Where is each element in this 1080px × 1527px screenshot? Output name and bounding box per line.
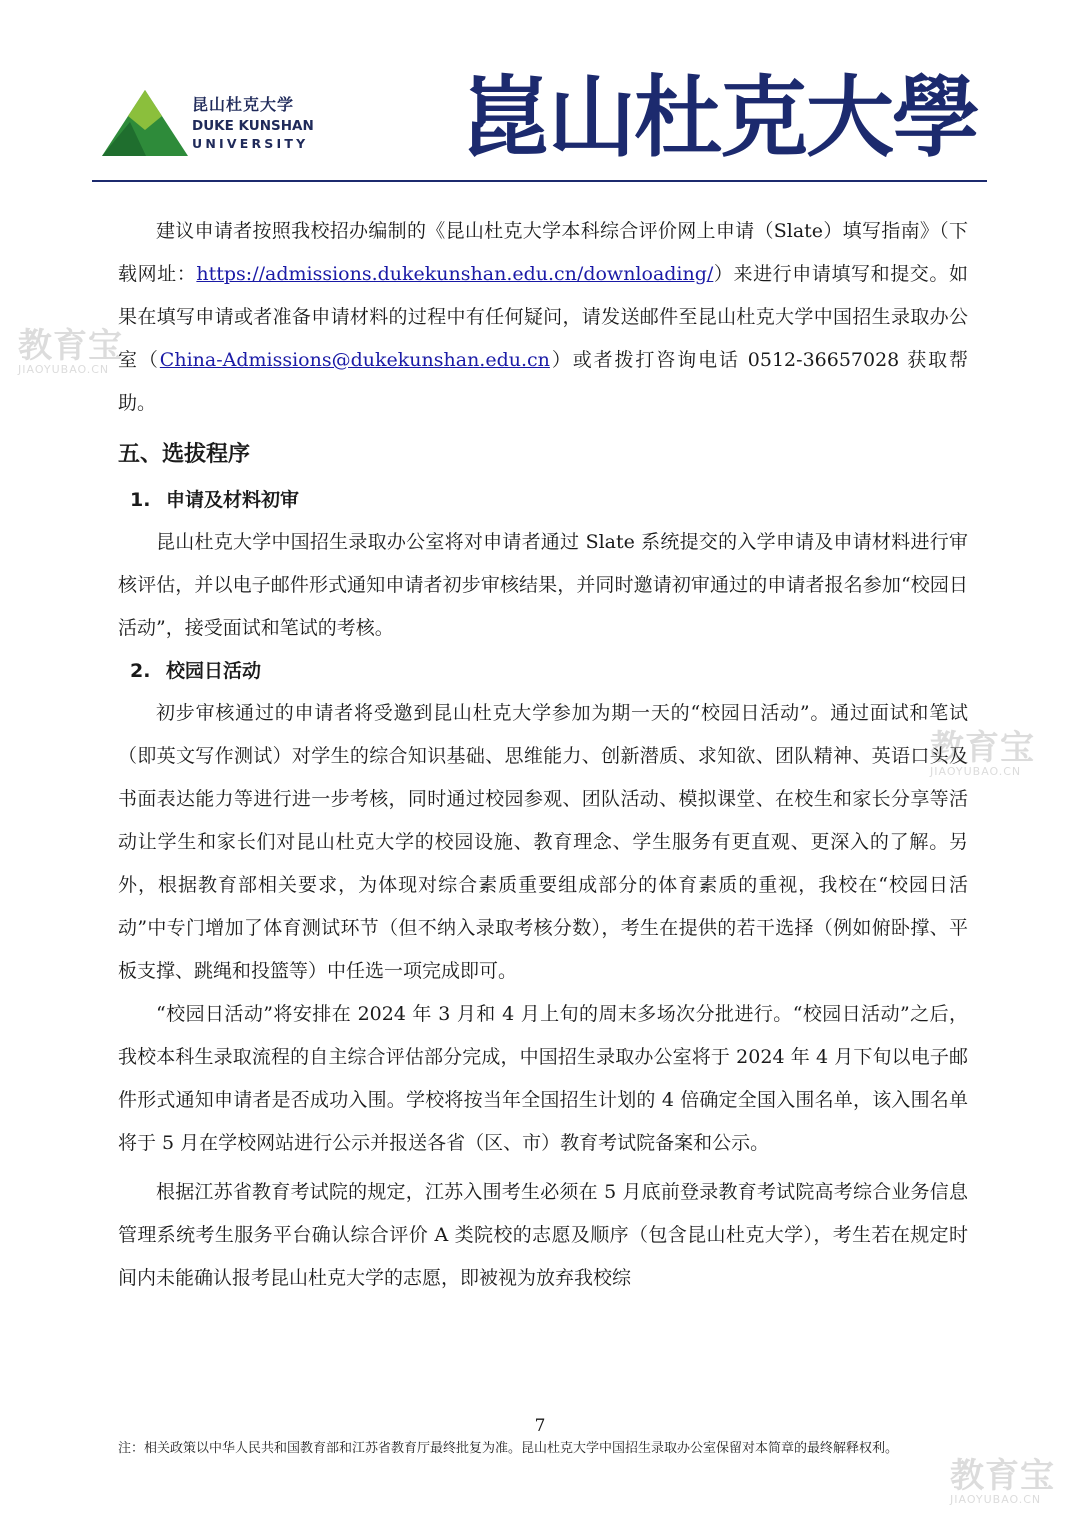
logo-chinese-name: 昆山杜克大学	[192, 95, 295, 114]
paragraph-jiangsu-rule: 根据江苏省教育考试院的规定，江苏入围考生必须在 5 月底前登录教育考试院高考综合业务信息管理系统考生服务平台确认综合评价 A 类院校的志愿及顺序（包含昆山杜克大学），考生若在规定时间内未能确认报考昆山杜克大学的志愿，即被视为放弃我校综	[118, 1181, 968, 1289]
subsection-title: 申请及材料初审	[166, 489, 300, 511]
download-link[interactable]: https://admissions.dukekunshan.edu.cn/downloading/	[196, 263, 714, 285]
paragraph-guide	[118, 210, 968, 425]
email-link[interactable]: China-Admissions@dukekunshan.edu.cn	[159, 349, 550, 371]
paragraph-campus-day: 初步审核通过的申请者将受邀到昆山杜克大学参加为期一天的“校园日活动”。通过面试和笔试（即英文写作测试）对学生的综合知识基础、思维能力、创新潜质、求知欲、团队精神、英语口头及书面表达能力等进行进一步考核，同时通过校园参观、团队活动、模拟课堂、在校生和家长分享等活动让学生和家长们对昆山杜克大学的校园设施、教育理念、学生服务有更直观、更深入的了解。另外，根据教育部相关要求，为体现对综合素质重要组成部分的体育素质的重视，我校在“校园日活动”中专门增加了体育测试环节（但不纳入录取考核分数），考生在提供的若干选择（例如俯卧撑、平板支撑、跳绳和投篮等）中任选一项完成即可。	[118, 702, 968, 982]
header-divider	[92, 180, 987, 182]
watermark-domain: JIAOYUBAO.CN	[950, 1493, 1042, 1506]
watermark-text: 教育宝	[18, 326, 123, 366]
paragraph-text: 建议申请者按照我校招办编制的《昆山杜克大学本科综合评价网上申请（Slate）填写指南》（下载网址：	[118, 220, 968, 285]
page-number: 7	[534, 1416, 546, 1436]
watermark-left	[18, 328, 123, 376]
dku-logo	[100, 86, 330, 158]
subsection-number: 1.	[130, 489, 151, 511]
footnote: 注：相关政策以中华人民共和国教育部和江苏省教育厅最终批复为准。昆山杜克大学中国招生录取办公室保留对本简章的最终解释权利。	[118, 1441, 899, 1456]
watermark-text: 教育宝	[930, 728, 1035, 768]
subsection-number: 2.	[130, 660, 151, 682]
calligraphy-title: 崑山杜克大學	[462, 65, 979, 169]
logo-english-line1: DUKE KUNSHAN	[192, 118, 314, 134]
watermark-domain: JIAOYUBAO.CN	[18, 363, 110, 376]
document-body	[118, 210, 968, 1300]
paragraph-initial-review: 昆山杜克大学中国招生录取办公室将对申请者通过 Slate 系统提交的入学申请及申请材料进行审核评估，并以电子邮件形式通知申请者初步审核结果，并同时邀请初审通过的申请者报名参加“校园日活动”，接受面试和笔试的考核。	[118, 531, 968, 639]
subsection-1-heading	[118, 479, 968, 521]
paragraph-text: ）或者拨打咨询电话 0512-36657028 获取帮助。	[118, 349, 968, 414]
watermark-bottom	[950, 1458, 1055, 1506]
subsection-title: 校园日活动	[166, 660, 262, 682]
watermark-text: 教育宝	[950, 1456, 1055, 1496]
paragraph-text: ）来进行申请填写和提交。如果在填写申请或者准备申请材料的过程中有任何疑问，请发送邮件至昆山杜克大学中国招生录取办公室（	[118, 263, 968, 371]
logo-english-line2: UNIVERSITY	[192, 136, 309, 151]
section-title: 五、选拔程序	[118, 442, 251, 467]
paragraph-schedule: “校园日活动”将安排在 2024 年 3 月和 4 月上旬的周末多场次分批进行。“校园日活动”之后，我校本科生录取流程的自主综合评估部分完成，中国招生录取办公室将于 2024 年 4 月下旬以电子邮件形式通知申请者是否成功入围。学校将按当年全国招生计划的 4 倍确定全国入围名单，该入围名单将于 5 月在学校网站进行公示并报送各省（区、市）教育考试院备案和公示。	[118, 1003, 968, 1154]
mountain-logo-icon	[100, 86, 190, 158]
watermark-domain: JIAOYUBAO.CN	[930, 765, 1022, 778]
subsection-2-heading	[118, 650, 968, 692]
